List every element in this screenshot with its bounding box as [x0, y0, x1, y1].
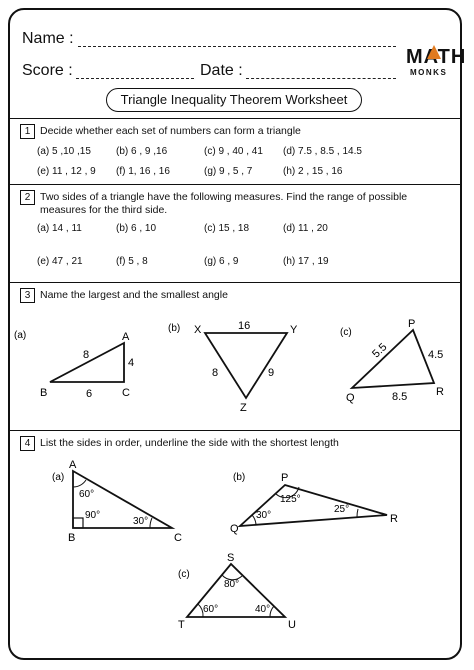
vertex-q: Q	[346, 392, 355, 404]
q3-fig-b-label: (b)	[168, 323, 181, 334]
side-qr: 8.5	[392, 391, 408, 403]
q2-option: (d) 11 , 20	[283, 223, 328, 234]
angle-c-arc	[150, 518, 152, 528]
vertex-b: B	[68, 532, 76, 544]
q1-option: (b) 6 , 9 ,16	[116, 146, 168, 157]
name-label: Name :	[22, 30, 74, 47]
q2-option: (a) 14 , 11	[37, 223, 82, 234]
vertex-z: Z	[240, 402, 247, 414]
angle-s: 80°	[224, 579, 240, 590]
q1-option: (f) 1, 16 , 16	[116, 166, 170, 177]
side-bc: 6	[86, 388, 93, 400]
logo-monks: MONKS	[410, 68, 448, 77]
vertex-p: P	[281, 472, 289, 484]
q3-text: Name the largest and the smallest angle	[40, 289, 228, 301]
vertex-x: X	[194, 324, 202, 336]
side-pr: 4.5	[428, 349, 444, 361]
q4-fig-c-label: (c)	[178, 569, 190, 580]
vertex-s: S	[227, 552, 235, 564]
vertex-y: Y	[290, 324, 298, 336]
q4-triangle-abc	[52, 459, 182, 544]
right-angle-marker	[73, 518, 83, 528]
q2-option: (e) 47 , 21	[37, 256, 83, 267]
q3-fig-a-label: (a)	[14, 330, 27, 341]
q4-fig-b-label: (b)	[233, 472, 246, 483]
logo-math: MATH	[406, 46, 467, 68]
vertex-q: Q	[230, 523, 239, 535]
angle-r: 25°	[334, 504, 350, 515]
side-ac: 4	[128, 357, 135, 369]
q2-number: 2	[20, 190, 35, 205]
vertex-u: U	[288, 619, 296, 631]
side-ab: 8	[83, 349, 90, 361]
vertex-t: T	[178, 619, 185, 631]
angle-c: 30°	[133, 516, 149, 527]
vertex-r: R	[390, 513, 398, 525]
angle-b: 90°	[85, 510, 101, 521]
q1-option: (a) 5 ,10 ,15	[37, 146, 91, 157]
q1-option: (c) 9 , 40 , 41	[204, 146, 263, 157]
angle-u: 40°	[255, 604, 271, 615]
q4-triangle-pqr	[230, 472, 398, 535]
angle-q: 30°	[256, 510, 272, 521]
q2-option: (c) 15 , 18	[204, 223, 250, 234]
vertex-c: C	[174, 532, 182, 544]
q1-option: (d) 7.5 , 8.5 , 14.5	[283, 146, 362, 157]
q2-text: Two sides of a triangle have the following measures. Find the range of possible measures for the third side.	[40, 191, 408, 216]
q1-option: (h) 2 , 15 , 16	[283, 166, 343, 177]
vertex-b: B	[40, 387, 48, 399]
vertex-p: P	[408, 318, 416, 330]
vertex-r: R	[436, 386, 444, 398]
angle-u-arc	[270, 606, 274, 617]
q1-text: Decide whether each set of numbers can form a triangle	[40, 125, 301, 137]
side-yz: 9	[268, 367, 275, 379]
q4-triangle-stu	[178, 552, 296, 631]
q2-option: (h) 17 , 19	[283, 256, 329, 267]
side-xy: 16	[238, 320, 251, 332]
score-label: Score :	[22, 62, 73, 79]
angle-a-arc	[73, 480, 86, 487]
q1-option: (g) 9 , 5 , 7	[204, 166, 253, 177]
angle-p: 125°	[280, 494, 301, 505]
q4-fig-a-label: (a)	[52, 472, 65, 483]
q2-option: (f) 5 , 8	[116, 256, 148, 267]
angle-r-arc	[357, 509, 358, 517]
q3-fig-c-label: (c)	[340, 327, 352, 338]
q1-number: 1	[20, 124, 35, 139]
angle-t: 60°	[203, 604, 219, 615]
side-pq: 5.5	[370, 341, 390, 361]
q4-number: 4	[20, 436, 35, 451]
date-label: Date :	[200, 62, 243, 79]
q4-text: List the sides in order, underline the side with the shortest length	[40, 437, 339, 449]
vertex-a: A	[69, 459, 77, 471]
vertex-c: C	[122, 387, 130, 399]
q2-option: (b) 6 , 10	[116, 223, 157, 234]
q1-option: (e) 11 , 12 , 9	[37, 166, 96, 177]
angle-a: 60°	[79, 489, 95, 500]
q3-number: 3	[20, 288, 35, 303]
worksheet-title: Triangle Inequality Theorem Worksheet	[106, 88, 362, 112]
side-xz: 8	[212, 367, 219, 379]
q2-option: (g) 6 , 9	[204, 256, 239, 267]
vertex-a: A	[122, 331, 130, 343]
